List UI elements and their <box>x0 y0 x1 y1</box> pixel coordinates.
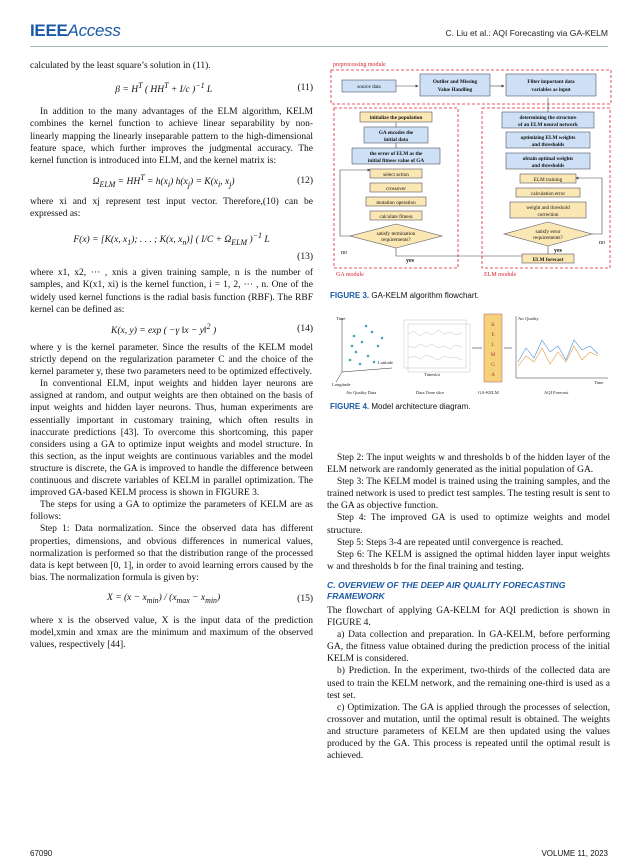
left-column <box>30 60 313 651</box>
paragraph: Step 5: Steps 3-4 are repeated until convergence is reached. <box>337 537 564 548</box>
page-number: 67090 <box>30 849 53 858</box>
label-no: no <box>341 250 347 256</box>
label-aqi-forecast: AQI Forecast <box>544 390 569 395</box>
actual-line <box>518 346 598 366</box>
volume-info: VOLUME 11, 2023 <box>541 849 608 858</box>
paragraph: The steps for using a GA to optimize the parameters of KELM are as follows: <box>30 500 313 523</box>
box-filter-text: variables as input <box>531 87 571 93</box>
box-init-pop: initialize the population <box>369 115 423 121</box>
box-outlier-text: Value Handling <box>437 87 473 93</box>
box-error: initial fitness value of GA <box>367 158 425 164</box>
diamond-error: satisfy error <box>535 229 561 235</box>
paragraph: calculated by the least square’s solution in (11). <box>30 61 211 71</box>
box-obtain: and thresholds <box>531 163 565 169</box>
paragraph: Step 6: The KELM is assigned the optimal hidden layer input weights w and thresholds b for the final training and testing. <box>327 549 610 572</box>
box-determine: determining the structure <box>519 115 577 121</box>
diamond-termination: requirements? <box>381 237 411 243</box>
axis-label-time: Time <box>336 316 346 321</box>
preprocessing-module-label: preprocessing module <box>333 62 386 68</box>
box-fitness: calculate fitness <box>379 214 413 220</box>
paragraph: a) Data collection and preparation. In GA-KELM, before performing GA, the fitness value obtained during the prediction process of the initial KELM is considered. <box>327 630 610 665</box>
paragraph: where x1, x2, ··· , xnis a given training sample, n is the number of samples, and K(x1, xi) is the kernel function, i = 1, 2, ··· , n. One of the widely used kernel functions is the radial basis function (RBF). The RBF kernel can be defined as: <box>30 268 313 315</box>
equation-11: $\beta = H^T$ ( $HH^T + I/c$ )$^{-1}$ L (11) <box>115 81 313 96</box>
label-timeslot: Timeslot <box>424 372 440 377</box>
svg-text:G: G <box>491 363 495 368</box>
paragraph: Step 1: Data normalization. Since the observed data has different properties, dimensions, and obvious differences in numerical values, normalization is performed so that the distribution range of the processed data is kept between [0, 1], in order to avoid learning errors caused by the bias. The normalization formula is given by: <box>30 524 313 583</box>
diamond-termination: satisfy termination <box>376 231 416 237</box>
equation-12: $\Omega_{ELM} = HH^T = h(x_i) h(x_j) = K(x_i$, $x_j$) (12) <box>92 172 313 189</box>
diamond-error: requirements? <box>533 235 563 241</box>
paragraph: In conventional ELM, input weights and hidden layer neurons are assigned at random, and output weights are then obtained on the basis of input weights and hidden layer neurons. Thus, human experiments are essentially important in customary training, which often results in inaccurate predictions [43]. To overcome this shortcoming, this paper considers using a GA to optimize input weights and model structure. In this section, as the input weights are continuous variables and the model structure is discrete, the GA is improved to handle the difference between continuous and discrete variables of KELM in parallel optimization. The improved GA-based KELM process is shown in FIGURE 3. <box>30 379 313 499</box>
box-determine: of an ELM neural network <box>518 122 578 128</box>
label-time-axis: Time <box>594 380 604 385</box>
box-source-data-text: source data <box>357 84 381 90</box>
axis-label-latitude: Latitude <box>378 360 393 365</box>
header-rule <box>30 46 608 47</box>
box-crossover: crossover <box>386 186 406 192</box>
paragraph: where xi and xj represent test input vector. Therefore,(10) can be expressed as: <box>30 196 313 220</box>
label-aq-data: Air Quality Data <box>346 390 377 395</box>
label-air-quality: Air Quality <box>518 316 539 321</box>
equation-14: K(x, y) = exp ( −γ ‖x − y‖$^2$ ) (14) <box>111 321 313 336</box>
svg-text:E: E <box>491 333 495 338</box>
figure-4-caption: FIGURE 4. Model architecture diagram. <box>330 402 471 411</box>
figure-3-caption: FIGURE 3. GA-KELM algorithm flowchart. <box>330 291 479 300</box>
svg-text:M: M <box>490 353 496 358</box>
svg-text:K: K <box>491 323 495 328</box>
paragraph: The flowchart of applying GA-KELM for AQI prediction is shown in FIGURE 4. <box>327 605 610 629</box>
label-no: no <box>599 240 605 246</box>
paragraph: In addition to the many advantages of the ELM algorithm, KELM combines the kernel function to achieve linear separability by non-linearly mapping the linearly inseparable pattern to the high-dimensional feature space, which further improves the judgmental accuracy. The kernel function is introduced into ELM, and the kernel matrix is: <box>30 107 313 166</box>
box-ga-encodes: initial data <box>383 137 409 143</box>
box-ga-encodes: GA encodes the <box>378 130 414 136</box>
elm-module-label: ELM module <box>484 272 517 278</box>
box-elm-forecast: ELM forecast <box>532 257 564 263</box>
ga-module-label: GA module <box>336 272 364 278</box>
figure-4-architecture <box>332 312 612 396</box>
box-error: the error of ELM as the <box>369 151 423 157</box>
label-yes: yes <box>406 258 414 264</box>
paragraph: c) Optimization. The GA is applied through the processes of selection, crossover and mutation, until the optimal result is obtained. The weights and structure parameters of KELM are then updated using the values produced by the GA. This process is repeated until the optimal result is achieved. <box>327 702 610 762</box>
equation-15: $X = (x - x_{min}) / (x_{max} - x_{min})$ (15) <box>107 592 313 605</box>
box-weight-correction: weight and threshold <box>526 205 570 211</box>
box-mutation: mutation operation <box>376 200 416 206</box>
box-select: select action <box>383 172 409 178</box>
paragraph: where x is the observed value, X is the input data of the prediction model,xmin and xmax are the minimum and maximum of the observed values, respectively [44]. <box>30 615 313 651</box>
label-ga-kelm: GA-KELM <box>478 390 499 395</box>
figure-3-flowchart <box>330 58 612 280</box>
label-data-slice: Data Time slice <box>416 390 445 395</box>
box-optimize: optimizing ELM weights <box>520 135 576 141</box>
box-obtain: obtain optimal weights <box>522 156 574 162</box>
box-calc-error: calculation error <box>530 191 566 197</box>
paragraph: Step 4: The improved GA is used to optimize weights and model structure. <box>327 513 610 536</box>
label-yes: yes <box>554 248 562 254</box>
data-time-slices <box>404 320 470 372</box>
right-column <box>327 452 610 762</box>
svg-text:A: A <box>491 373 495 378</box>
box-optimize: and thresholds <box>531 142 565 148</box>
paragraph: where y is the kernel parameter. Since the results of the KELM model strictly depend on the regularization parameter C and the choice of the kernel parameter y, these two parameters need to be optimized effectively. <box>30 343 313 378</box>
paragraph: b) Prediction. In the experiment, two-thirds of the collected data are used to train the KELM network, and the remaining one-third is used as a test set. <box>327 666 610 701</box>
axis-label-longitude: Longitude <box>332 382 351 387</box>
box-weight-correction: correction <box>537 212 559 218</box>
section-heading: C. OVERVIEW OF THE DEEP AIR QUALITY FORECASTING FRAMEWORK <box>327 579 566 601</box>
paragraph: Step 3: The KELM model is trained using the training samples, and the trained network is used to predict test samples. The testing result is sent to the GA as objective function. <box>327 477 610 512</box>
box-filter-text: Filter important data <box>527 79 575 85</box>
svg-text:L: L <box>491 343 495 348</box>
running-title: C. Liu et al.: AQI Forecasting via GA-KELM <box>445 28 608 38</box>
journal-logo: IEEEAccess <box>30 21 121 40</box>
paragraph: Step 2: The input weights w and thresholds b of the hidden layer of the ELM network are randomly generated as the initial population of GA. <box>327 453 610 476</box>
box-outlier-text: Outlier and Missing <box>432 79 478 85</box>
box-elm-training: ELM training <box>533 177 563 183</box>
equation-13: F(x) = [K(x, $x_1$); . . . ; K(x, $x_n$)] ( $I/C + \Omega_{ELM}$ )$^{-1}$ L <box>73 231 270 248</box>
equation-13-number: (13) <box>297 252 313 263</box>
